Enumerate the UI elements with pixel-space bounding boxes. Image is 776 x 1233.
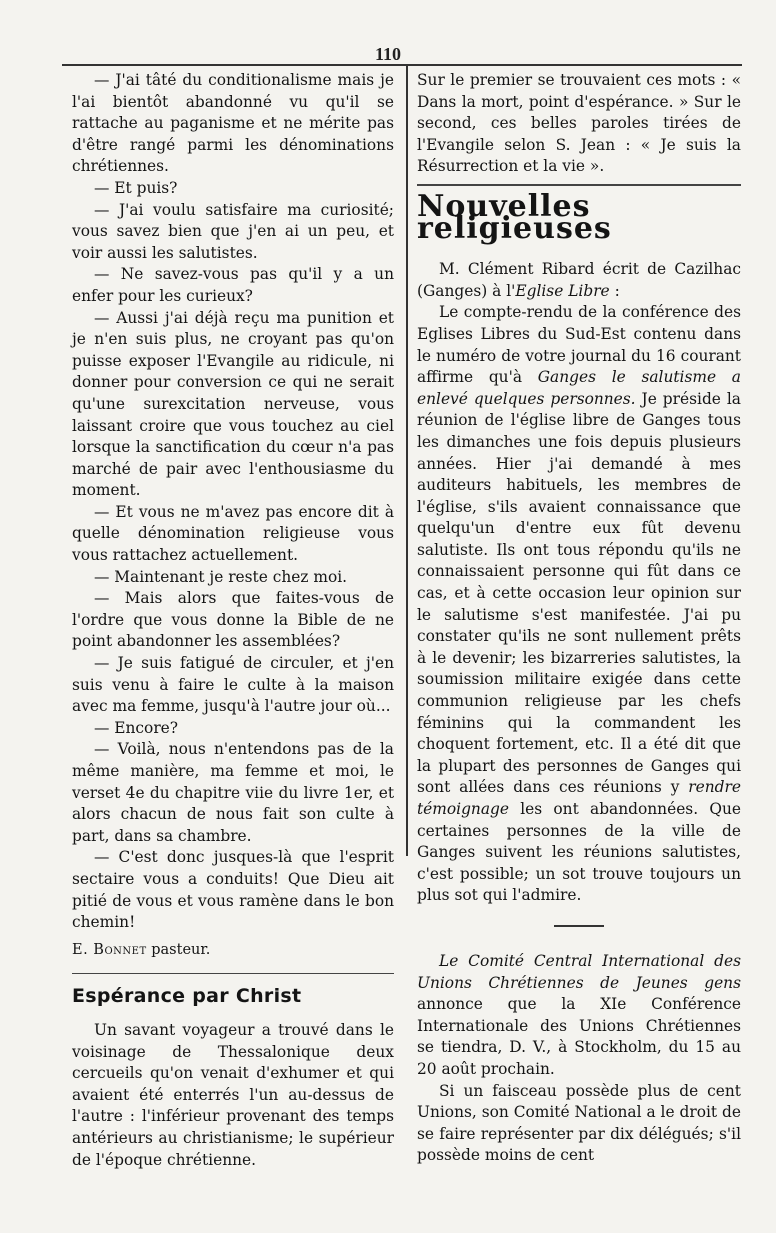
article-paragraph: Sur le premier se trouvaient ces mots : « Dans la mort, point d'espérance. » Sur le second, ces belles paroles tirées de l'Evangile selon S. Jean : « Je suis la Résurrection et la vie ». bbox=[417, 71, 741, 176]
separator-rule bbox=[554, 925, 604, 927]
section-title-nouvelles: Nouvelles religieuses bbox=[417, 188, 612, 246]
news-text: annonce que la XIe Conférence Internationale des Unions Chrétiennes se tiendra, D. V., à Stockholm, du 15 au 20 août prochain. bbox=[417, 995, 741, 1078]
letter-text: Le compte-rendu de la conférence des Eglises Libres du Sud-Est contenu dans le numéro de votre journal du 16 courant affirme qu'à bbox=[417, 303, 741, 387]
dialogue-paragraph: — Voilà, nous n'entendons pas de la même manière, ma femme et moi, le verset 4e du chapitre viie du livre 1er, et alors chacun de nous fait son culte à part, dans sa chambre. bbox=[72, 740, 394, 845]
news-paragraph bbox=[417, 951, 741, 1081]
letter-paragraph bbox=[417, 302, 741, 907]
news-emphasis: Le Comité Central International des Unions Chrétiennes de Jeunes gens bbox=[417, 951, 741, 992]
dialogue-paragraph: — J'ai tâté du conditionalisme mais je l'ai bientôt abandonné vu qu'il se rattache au paganisme et ne mérite pas d'être rangé parmi les dénominations chrétiennes. bbox=[72, 71, 394, 176]
letter-emphasis: rendre témoignage bbox=[417, 778, 741, 818]
byline bbox=[417, 259, 741, 302]
dialogue-paragraph: — J'ai voulu satisfaire ma curiosité; vous savez bien que j'en ai un peu, et voir aussi les salutistes. bbox=[72, 200, 394, 262]
dialogue-paragraph: — Aussi j'ai déjà reçu ma punition et je n'en suis plus, ne croyant pas qu'on puisse exposer l'Evangile au ridicule, ni donner pour conversion ce qui ne serait qu'une surexcitation nerveuse, vous laissant croire que vous touchez au ciel lorsque la sanctification du cœur n'a pas marché de pair avec l'enthousiasme du moment. bbox=[72, 308, 394, 500]
top-rule bbox=[62, 64, 742, 66]
byline-text: M. Clément Ribard écrit de Cazilhac (Ganges) à l' bbox=[417, 260, 741, 300]
dialogue-paragraph: — C'est donc jusques-là que l'esprit sectaire vous a conduits! Que Dieu ait pitié de vous et vous ramène dans le bon chemin! bbox=[72, 848, 394, 932]
signature-name: E. Bonnet bbox=[72, 941, 147, 958]
dialogue-paragraph: — Ne savez-vous pas qu'il y a un enfer pour les curieux? bbox=[72, 265, 394, 305]
article-paragraph: Un savant voyageur a trouvé dans le voisinage de Thessalonique deux cercueils qu'on venait d'exhumer et qui avaient été enterrés l'un au-dessus de l'autre : l'inférieur provenant des temps antérieurs au christianisme; le supérieur de l'époque chrétienne. bbox=[72, 1020, 394, 1169]
byline-colon: : bbox=[609, 281, 620, 300]
dialogue-paragraph: — Mais alors que faites-vous de l'ordre que vous donne la Bible de ne point abandonner les assemblées? bbox=[72, 589, 394, 651]
page-number: 110 bbox=[374, 44, 401, 64]
byline-journal: Eglise Libre bbox=[515, 281, 610, 300]
letter-emphasis: Ganges le salutisme a enlevé quelques personnes. bbox=[417, 368, 741, 408]
section-rule bbox=[72, 973, 394, 974]
dialogue-paragraph: — Et vous ne m'avez pas encore dit à quelle dénomination religieuse vous vous rattachez actuellement. bbox=[72, 502, 394, 565]
column-divider bbox=[406, 66, 408, 856]
dialogue-paragraph: — Maintenant je reste chez moi. bbox=[94, 567, 348, 586]
left-column bbox=[72, 70, 394, 1171]
letter-text: les ont abandonnées. Que certaines personnes de la ville de Ganges suivent les réunions salutistes, c'est possible; un sot trouve toujours un plus sot qui l'admire. bbox=[417, 800, 741, 905]
right-column bbox=[417, 70, 741, 1167]
dialogue-paragraph: — Encore? bbox=[94, 718, 179, 737]
dialogue-paragraph: — Je suis fatigué de circuler, et j'en suis venu à faire le culte à la maison avec ma femme, jusqu'à l'autre jour où... bbox=[72, 654, 394, 716]
news-paragraph: Si un faisceau possède plus de cent Unions, son Comité National a le droit de se faire représenter par dix délégués; s'il possède moins de cent bbox=[417, 1081, 741, 1165]
signature-title: pasteur. bbox=[151, 941, 211, 958]
signature bbox=[72, 940, 394, 962]
section-rule bbox=[417, 184, 741, 186]
letter-text: Je préside la réunion de l'église libre de Ganges tous les dimanches une fois depuis plusieurs années. Hier j'ai demandé à mes auditeurs habituels, les membres de l'église, s'ils avaient connaissance que quelqu'un d'entre eux fût devenu salutiste. Ils ont tous répondu qu'ils ne connaissaient personne qui fût dans ce cas, et à cette occasion leur opinion sur le salutisme s'est manifestée. J'ai pu constater qu'ils ne sont nullement prêts à le devenir; les bizarreries salutistes, la soumission militaire exigée dans cette communion religieuse par les chefs féminins qui la commandent les choquent fortement, etc. Il a été dit que la plupart des personnes de Ganges qui sont allées dans ces réunions y bbox=[417, 389, 741, 797]
section-title-esperance: Espérance par Christ bbox=[72, 985, 302, 1008]
dialogue-paragraph: — Et puis? bbox=[94, 178, 178, 197]
